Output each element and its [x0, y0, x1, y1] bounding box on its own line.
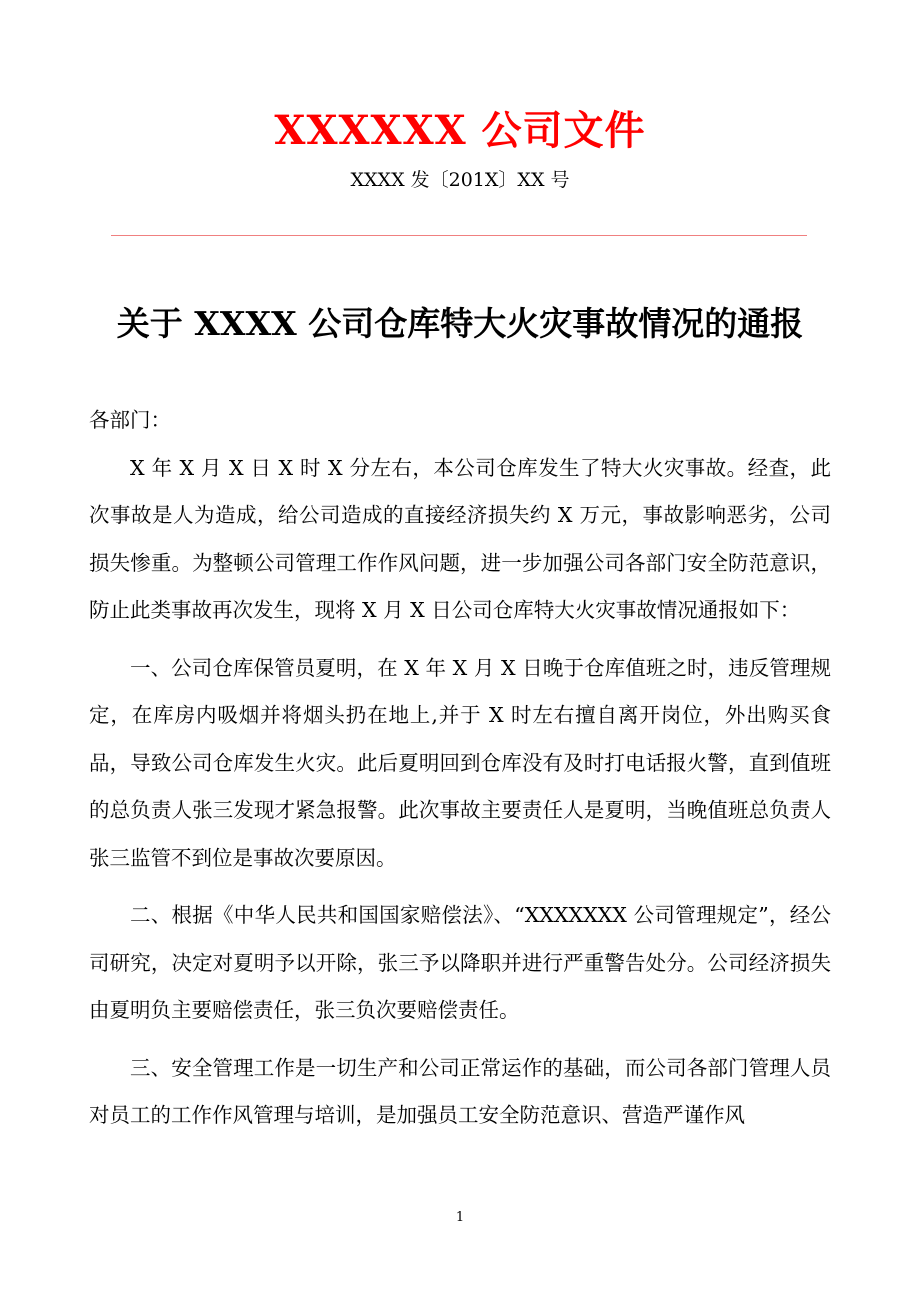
body-paragraph-item-3: 三、安全管理工作是一切生产和公司正常运作的基础，而公司各部门管理人员对员工的工作作风管理与培训，是加强员工安全防范意识、营造严谨作风 [89, 1055, 831, 1127]
document-body [89, 397, 831, 1140]
header-divider [111, 235, 807, 236]
page-number: 1 [455, 1210, 465, 1225]
document-number: XXXX 发〔201X〕XX 号 [350, 169, 570, 191]
body-paragraph-item-2: 二、根据《中华人民共和国国家赔偿法》、“XXXXXXX 公司管理规定”，经公司研究，决定对夏明予以开除，张三予以降职并进行严重警告处分。公司经济损失由夏明负主要赔偿责任，张三负次要赔偿责任。 [89, 903, 831, 1022]
body-paragraph-intro: X 年 X 月 X 日 X 时 X 分左右，本公司仓库发生了特大火灾事故。经查，此次事故是人为造成，给公司造成的直接经济损失约 X 万元，事故影响恶劣，公司损失惨重。为整顿公司管理工作作风问题，进一步加强公司各部门安全防范意识，防止此类事故再次发生，现将 X 月 X 日公司仓库特大火灾事故情况通报如下： [89, 455, 831, 622]
body-paragraph-item-1: 一、公司仓库保管员夏明，在 X 年 X 月 X 日晚于仓库值班之时，违反管理规定，在库房内吸烟并将烟头扔在地上,并于 X 时左右擅自离开岗位，外出购买食品，导致公司仓库发生火灾。此后夏明回到仓库没有及时打电话报火警，直到值班的总负责人张三发现才紧急报警。此次事故主要责任人是夏明，当晚值班总负责人张三监管不到位是事故次要原因。 [89, 655, 831, 870]
org-header-title: XXXXXX 公司文件 [274, 107, 646, 154]
salutation: 各部门： [89, 408, 171, 432]
notice-title: 关于 XXXX 公司仓库特大火灾事故情况的通报 [116, 304, 804, 343]
